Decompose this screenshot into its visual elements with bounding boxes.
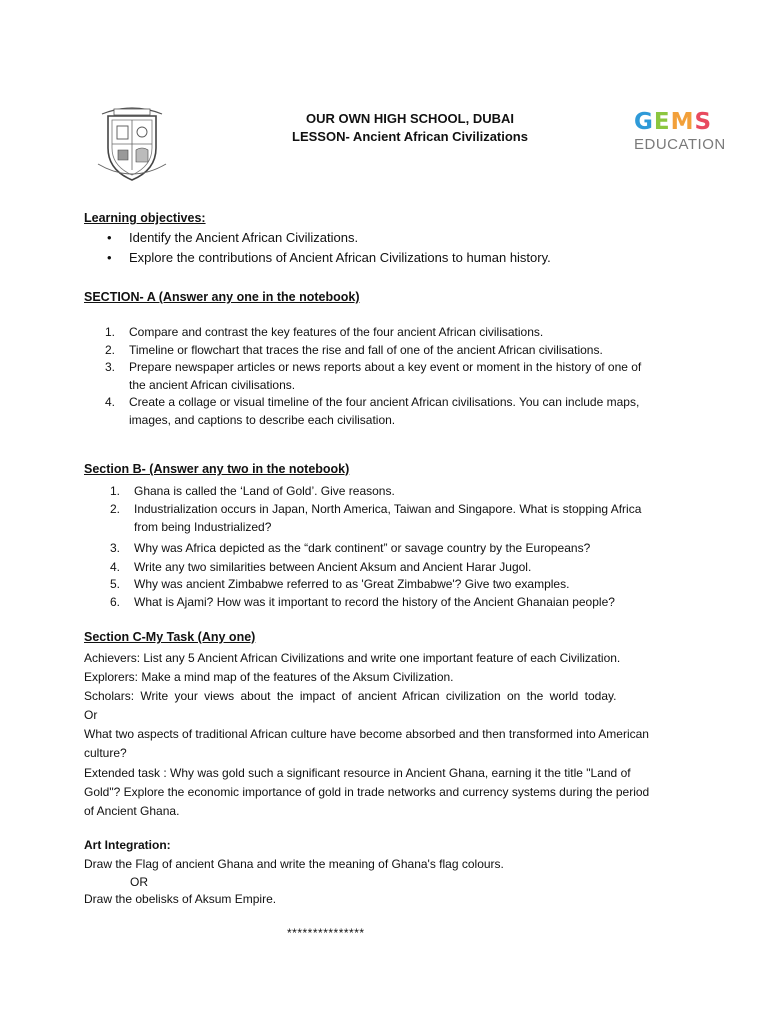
school-name: OUR OWN HIGH SCHOOL, DUBAI bbox=[306, 111, 514, 126]
school-crest-icon bbox=[94, 104, 170, 184]
art-line: Draw the Flag of ancient Ghana and write the meaning of Ghana's flag colours. bbox=[84, 857, 504, 871]
lesson-title: LESSON- Ancient African Civilizations bbox=[292, 129, 528, 144]
section-c-line: What two aspects of traditional African culture have become absorbed and then transformed into American bbox=[84, 727, 649, 741]
section-a-item: 1. Compare and contrast the key features of the four ancient African civilisations. bbox=[105, 325, 544, 339]
objectives-item: • Identify the Ancient African Civilizations. bbox=[107, 230, 359, 245]
section-c-line: Gold"? Explore the economic importance of gold in trade networks and currency systems during the period bbox=[84, 785, 650, 799]
art-or: OR bbox=[130, 875, 148, 889]
gems-brand-text: GEMS bbox=[634, 109, 713, 135]
section-b-item: 1. Ghana is called the ‘Land of Gold’. Give reasons. bbox=[110, 484, 395, 498]
section-a-heading: SECTION- A (Answer any one in the notebook) bbox=[84, 290, 360, 304]
section-b-item: 4. Write any two similarities between Ancient Aksum and Ancient Harar Jugol. bbox=[110, 560, 532, 574]
bullet-icon: • bbox=[107, 230, 112, 245]
footer-stars: *************** bbox=[287, 926, 365, 940]
section-c-line: Or bbox=[84, 708, 98, 722]
section-c-line: Achievers: List any 5 Ancient African Civilizations and write one important feature of each Civilization. bbox=[84, 651, 621, 665]
bullet-icon: • bbox=[107, 250, 112, 265]
gems-education-logo bbox=[634, 110, 730, 160]
section-a-item: 2. Timeline or flowchart that traces the rise and fall of one of the ancient African civilisations. bbox=[105, 343, 603, 357]
section-b-item: 5. Why was ancient Zimbabwe referred to as 'Great Zimbabwe'? Give two examples. bbox=[110, 577, 570, 591]
education-text: EDUCATION bbox=[634, 136, 726, 153]
objectives-heading: Learning objectives: bbox=[84, 211, 206, 225]
objectives-item: • Explore the contributions of Ancient African Civilizations to human history. bbox=[107, 250, 551, 265]
section-b-item: 3. Why was Africa depicted as the “dark continent” or savage country by the Europeans? bbox=[110, 541, 591, 555]
section-c-line: of Ancient Ghana. bbox=[84, 804, 180, 818]
section-c-heading: Section C-My Task (Any one) bbox=[84, 630, 256, 644]
art-line: Draw the obelisks of Aksum Empire. bbox=[84, 892, 277, 906]
section-b-item: 6. What is Ajami? How was it important to record the history of the Ancient Ghanaian people? bbox=[110, 595, 615, 609]
section-c-line: Extended task : Why was gold such a significant resource in Ancient Ghana, earning it the title "Land of bbox=[84, 766, 631, 780]
section-c-line: Scholars: Write your views about the impact of ancient African civilization on the world today. bbox=[84, 689, 617, 703]
section-c-line: culture? bbox=[84, 746, 127, 760]
section-a-item: 4. Create a collage or visual timeline of the four ancient African civilisations. You can include maps, images, and captions to describe each civilisation. bbox=[105, 395, 640, 427]
section-b-heading: Section B- (Answer any two in the notebook) bbox=[84, 462, 350, 476]
section-b-item: 2. Industrialization occurs in Japan, North America, Taiwan and Singapore. What is stopping Africa from being Industrialized? bbox=[110, 502, 642, 534]
section-c-line: Explorers: Make a mind map of the features of the Aksum Civilization. bbox=[84, 670, 454, 684]
section-a-item: 3. Prepare newspaper articles or news reports about a key event or moment in the history of one of the ancient African civilisations. bbox=[105, 360, 642, 392]
art-heading: Art Integration: bbox=[84, 838, 171, 852]
